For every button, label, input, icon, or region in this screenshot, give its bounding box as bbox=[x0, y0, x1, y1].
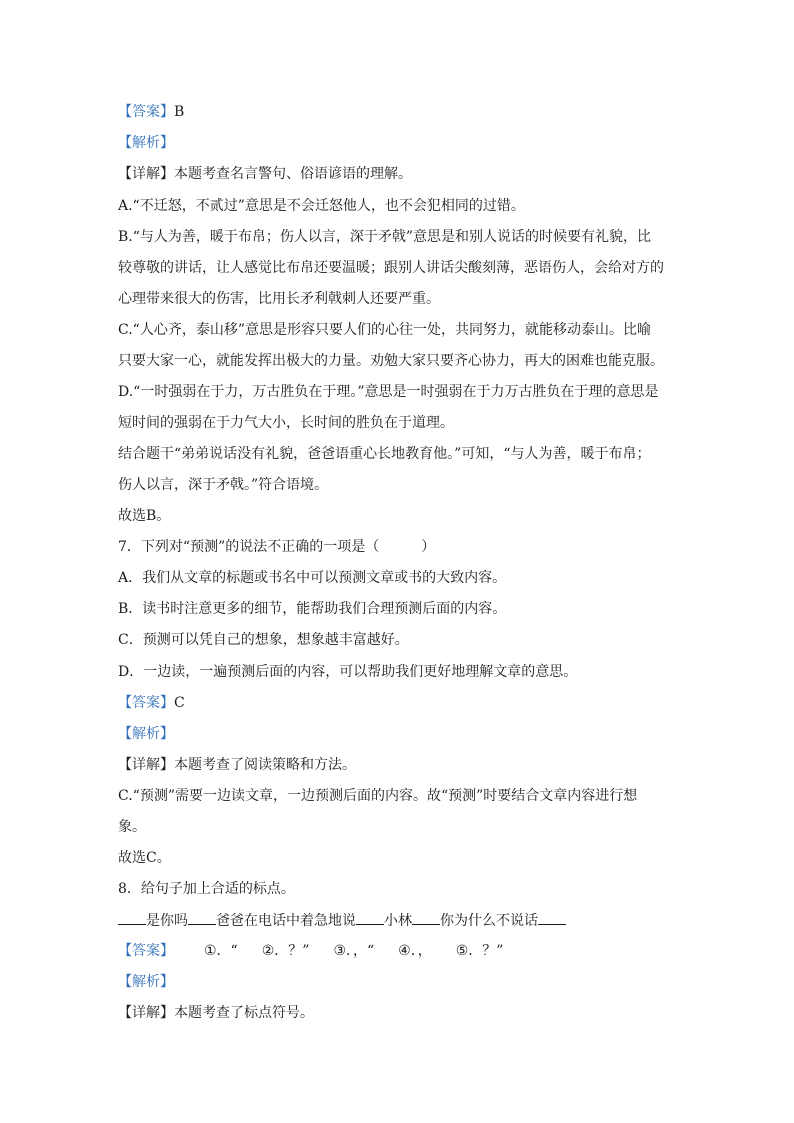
detail-tag: 【详解】 bbox=[118, 1005, 174, 1021]
punctuation-blank-2 bbox=[188, 910, 216, 925]
option-c-explanation-2: 只要大家一心，就能发挥出极大的力量。劝勉大家只要齐心协力，再大的困难也能克服。 bbox=[118, 353, 664, 369]
option-a-explanation: A.“不迁怒，不贰过”意思是不会迁怒他人，也不会犯相同的过错。 bbox=[118, 198, 525, 214]
sentence-part-1: 是你吗 bbox=[146, 913, 188, 929]
sentence-part-3: 小林 bbox=[384, 913, 412, 929]
analysis-line-1 bbox=[118, 133, 174, 153]
answer-tag: 【答案】 bbox=[118, 104, 174, 120]
answer-item-3: ③．，“ bbox=[333, 943, 375, 959]
detail-line-2 bbox=[118, 755, 356, 775]
explanation-2-line-1: C.“预测”需要一边读文章，一边预测后面的内容。故“预测”时要结合文章内容进行想 bbox=[118, 788, 638, 804]
sentence-part-2: 爸爸在电话中着急地说 bbox=[216, 913, 356, 929]
detail-text: 本题考查名言警句、俗语谚语的理解。 bbox=[174, 166, 412, 182]
answer-item-5: ⑤．？” bbox=[455, 943, 504, 959]
option-b-explanation-3: 心理带来很大的伤害，比用长矛利戟刺人还要严重。 bbox=[118, 291, 440, 307]
option-c-explanation-1: C.“人心齐，泰山移”意思是形容只要人们的心往一处，共同努力，就能移动泰山。比喻 bbox=[118, 322, 651, 338]
explanation-2-line-2: 象。 bbox=[118, 819, 146, 835]
answer-line-3 bbox=[118, 941, 503, 961]
choose-line-2: 故选C。 bbox=[118, 850, 171, 866]
detail-tag: 【详解】 bbox=[118, 757, 174, 773]
question-8-stem: 8．给句子加上合适的标点。 bbox=[118, 881, 295, 897]
question-7-option-d: D．一边读，一遍预测后面的内容，可以帮助我们更好地理解文章的意思。 bbox=[118, 664, 578, 680]
answer-tag: 【答案】 bbox=[118, 943, 174, 959]
answer-tag: 【答案】 bbox=[118, 695, 174, 711]
answer-item-1: ①．“ bbox=[204, 943, 238, 959]
detail-line-1 bbox=[118, 164, 412, 184]
analysis-tag: 【解析】 bbox=[118, 135, 174, 151]
detail-text: 本题考查了标点符号。 bbox=[174, 1005, 314, 1021]
answer-item-2: ②．？” bbox=[261, 943, 310, 959]
question-7-option-c: C．预测可以凭自己的想象，想象越丰富越好。 bbox=[118, 632, 409, 648]
combine-text-2: 伤人以言，深于矛戟。”符合语境。 bbox=[118, 477, 329, 493]
question-8-sentence bbox=[118, 910, 566, 931]
question-7-option-b: B．读书时注意更多的细节，能帮助我们合理预测后面的内容。 bbox=[118, 601, 507, 617]
punctuation-blank-3 bbox=[356, 910, 384, 925]
answer-item-4: ④．， bbox=[398, 943, 432, 959]
option-b-explanation-2: 较尊敬的讲话，让人感觉比布帛还要温暖；跟别人讲话尖酸刻薄，恶语伤人，会给对方的 bbox=[118, 260, 664, 276]
analysis-tag: 【解析】 bbox=[118, 726, 174, 742]
detail-text: 本题考查了阅读策略和方法。 bbox=[174, 757, 356, 773]
combine-text-1: 结合题干“弟弟说话没有礼貌，爸爸语重心长地教育他。”可知，“与人为善，暖于布帛； bbox=[118, 446, 651, 462]
choose-line-1: 故选B。 bbox=[118, 508, 171, 524]
detail-line-3 bbox=[118, 1003, 314, 1023]
punctuation-blank-5 bbox=[538, 910, 566, 925]
punctuation-blank-4 bbox=[412, 910, 440, 925]
answer-value: C bbox=[174, 695, 185, 711]
answer-line-1 bbox=[118, 102, 184, 122]
analysis-line-2 bbox=[118, 724, 174, 744]
analysis-line-3 bbox=[118, 972, 174, 992]
detail-tag: 【详解】 bbox=[118, 166, 174, 182]
answer-value: B bbox=[174, 104, 185, 120]
option-b-explanation-1: B.“与人为善，暖于布帛；伤人以言，深于矛戟”意思是和别人说话的时候要有礼貌，比 bbox=[118, 229, 652, 245]
question-7-stem: 7．下列对“预测”的说法不正确的一项是（ ） bbox=[118, 539, 436, 555]
question-7-option-a: A．我们从文章的标题或书名中可以预测文章或书的大致内容。 bbox=[118, 570, 507, 586]
option-d-explanation-1: D.“一时强弱在于力，万古胜负在于理。”意思是一时强弱在于力万古胜负在于理的意思是 bbox=[118, 384, 659, 400]
answer-line-2 bbox=[118, 693, 185, 713]
analysis-tag: 【解析】 bbox=[118, 974, 174, 990]
sentence-part-4: 你为什么不说话 bbox=[440, 913, 538, 929]
option-d-explanation-2: 短时间的强弱在于力气大小，长时间的胜负在于道理。 bbox=[118, 415, 454, 431]
punctuation-blank-1 bbox=[118, 910, 146, 925]
